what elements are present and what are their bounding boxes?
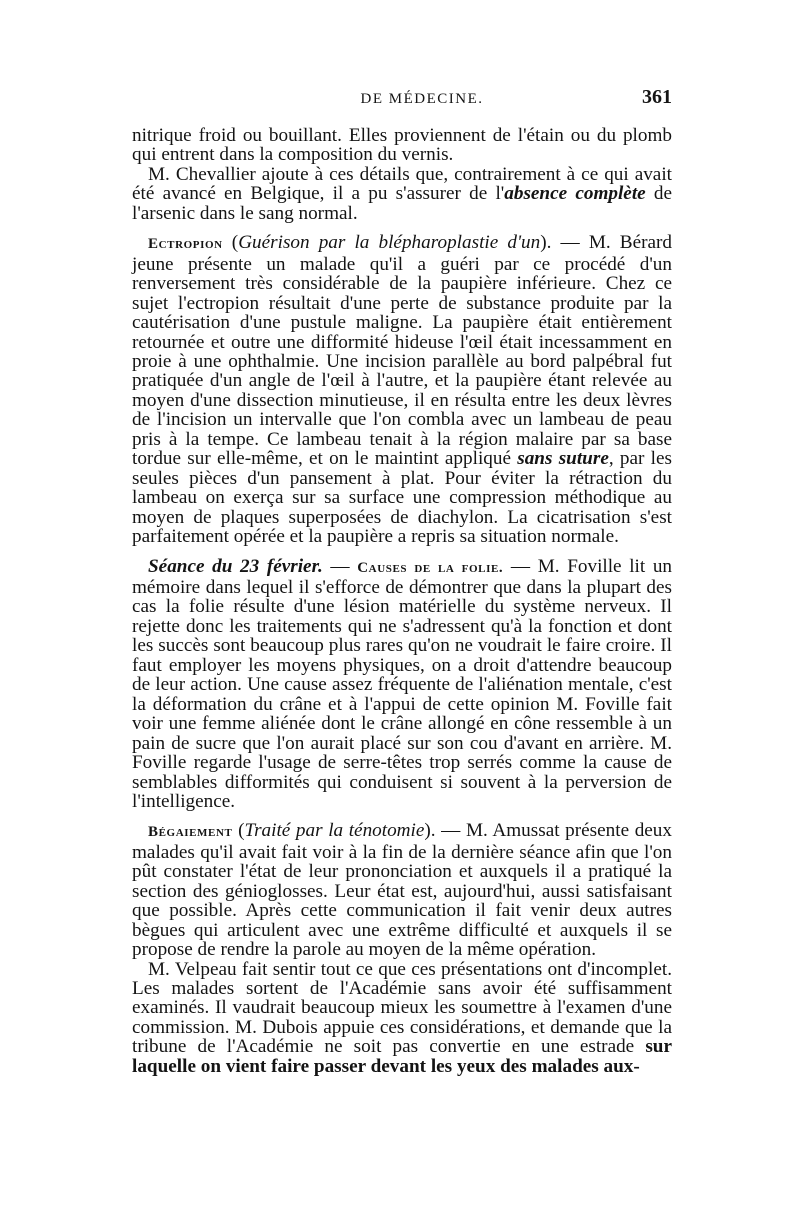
paragraph-begaiement <box>132 821 672 959</box>
paragraph-text: nitrique froid ou bouillant. Elles proviennent de l'étain ou du plomb qui entrent dans la composition du vernis. <box>132 125 672 166</box>
paragraph-text: M. Foville lit un mémoire dans lequel il s'efforce de démontrer que dans la plupart des cas la folie résulte d'une lésion matérielle du système nerveux. Il rejette donc les traitements qui ne s'adressent qu'à la fonction et dont les succès sont beaucoup plus rares qu'on ne voudrait le faire croire. Il faut employer les moyens physiques, on a droit d'attendre beaucoup de leur action. Une cause assez fréquente de l'aliénation mentale, c'est la déformation du crâne et à l'appui de cette opinion M. Foville fait voir une femme aliénée dont le crâne allongé en cône ressemble à un pain de sucre que l'on aurait placé sur son cou d'avant en arrière. M. Foville regarde l'usage de serre-têtes trop serrés comme la cause de semblables difformités qui conduisent si souvent à la perversion de l'intelligence. <box>132 555 673 812</box>
punctuation: ( <box>222 232 239 254</box>
punctuation: ). — <box>424 820 466 842</box>
punctuation: — <box>503 555 538 577</box>
section-subtitle: Guérison par la blépharoplastie d'un <box>238 232 541 254</box>
paragraph-text: M. Amussat présente deux malades qu'il avait fait voir à la fin de la dernière séance afin que l'on pût constater l'état de leur prononciation et auxquels il a pratiqué la section des génioglosses. Leur état est, aujourd'hui, aussi satisfaisant que possible. Après cette communication il fait venir deux autres bègues qui articulent avec une extrême difficulté et auxquels il se propose de rendre la parole au moyen de la même opération. <box>132 820 672 961</box>
paragraph-ectropion <box>132 233 672 546</box>
paragraph-velpeau <box>132 960 672 1077</box>
paragraph-text: , par les seules pièces d'un pansement à plat. Pour éviter la rétraction du lambeau on exerça sur sa surface une compression méthodique au moyen de plaques superposées de diachylon. La cicatrisation s'est parfaitement opérée et la paupière a repris sa situation normale. <box>132 448 672 548</box>
paragraph-text: M. Bérard jeune présente un malade qu'il a guéri par ce procédé d'un renversement très considérable de la paupière inférieure. Chez ce sujet l'ectropion résultait d'une perte de substance produite par la cautérisation d'une pustule maligne. La paupière était entièrement retournée et outre une difformité hideuse l'œil était incessamment en proie à une ophthalmie. Une incision parallèle au bord palpébral fut pratiquée d'un angle de l'œil à l'autre, et la paupière étant relevée au moyen d'une dissection minutieuse, il en résulta entre les deux lèvres de l'incision un intervalle que l'on combla avec un lambeau de peau pris à la tempe. Ce lambeau tenait à la région malaire par sa base tordue sur elle-même, et on le maintint appliqué <box>132 232 672 470</box>
paragraph-vernis <box>132 126 672 165</box>
page-number: 361 <box>642 86 672 108</box>
session-date: Séance du 23 février. <box>148 555 323 577</box>
section-heading-begaiement: Bégaiement <box>148 824 233 841</box>
paragraph-causes-folie <box>132 557 672 812</box>
punctuation: ). — <box>540 232 589 254</box>
emphasis-text: absence complète <box>504 183 646 205</box>
running-head-title: DE MÉDECINE. <box>360 91 484 107</box>
section-subtitle: Traité par la ténotomie <box>244 820 425 842</box>
punctuation: — <box>322 555 358 577</box>
paragraph-text: de l'arsenic dans le sang normal. <box>132 183 672 224</box>
section-heading-causes-folie: Causes de la folie. <box>357 559 504 576</box>
paragraph-text: M. Velpeau fait sentir tout ce que ces présentations ont d'incomplet. Les malades sortent de l'Académie sans avoir été suffisamment examinés. Il vaudrait beaucoup mieux les soumettre à l'examen d'une commission. M. Dubois appuie ces considérations, et demande que la tribune de l'Académie ne soit pas convertie en une estrade <box>132 958 672 1058</box>
emphasis-text: sans suture <box>517 448 609 470</box>
body-text <box>132 126 672 1076</box>
paragraph-text: M. Chevallier ajoute à ces détails que, contrairement à ce qui avait été avancé en Belgique, il a pu s'assurer de l' <box>132 163 672 205</box>
paragraph-last-line: sur laquelle on vient faire passer devant les yeux des malades aux- <box>132 1036 672 1077</box>
running-head <box>132 86 672 126</box>
paragraph-chevallier <box>132 165 672 223</box>
section-heading-ectropion: Ectropion <box>148 236 223 253</box>
punctuation: ( <box>232 820 245 842</box>
